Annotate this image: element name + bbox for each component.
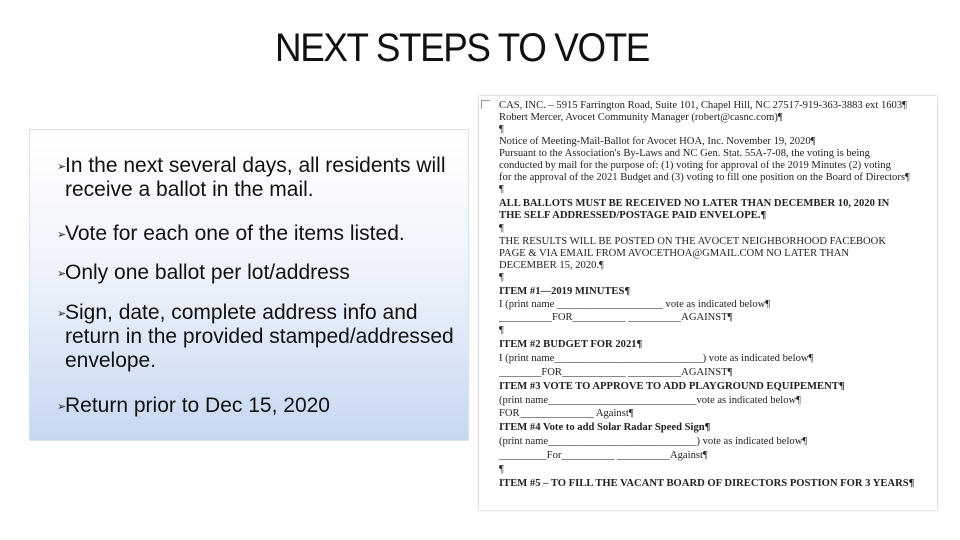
doc-line: (print name____________________________) vote as indicated below¶ bbox=[499, 436, 808, 447]
bullet-panel bbox=[30, 130, 468, 440]
arrow-bullet-icon: ➢ bbox=[57, 401, 67, 413]
doc-line: Pursuant to the Association's By-Laws and NC Gen. Stat. 55A-7-08, the voting is being bbox=[499, 148, 870, 159]
doc-line: Robert Mercer, Avocet Community Manager (robert@casnc.com)¶ bbox=[499, 112, 783, 123]
bullet-text: Return prior to Dec 15, 2020 bbox=[65, 394, 330, 417]
doc-line: ITEM #1—2019 MINUTES¶ bbox=[499, 286, 631, 297]
doc-line: ALL BALLOTS MUST BE RECEIVED NO LATER THAN DECEMBER 10, 2020 IN bbox=[499, 198, 890, 209]
doc-line: _________For__________ __________Against¶ bbox=[499, 450, 708, 461]
doc-line: (print name____________________________vote as indicated below¶ bbox=[499, 395, 801, 406]
doc-line: ITEM #4 Vote to add Solar Radar Speed Sign¶ bbox=[499, 422, 711, 433]
doc-line: PAGE & VIA EMAIL FROM AVOCETHOA@GMAIL.COM NO LATER THAN bbox=[499, 248, 850, 259]
doc-line: I (print name ____________________ vote as indicated below¶ bbox=[499, 299, 771, 310]
doc-line: ¶ bbox=[499, 272, 504, 283]
arrow-bullet-icon: ➢ bbox=[57, 229, 67, 241]
doc-line: Notice of Meeting-Mail-Ballot for Avocet HOA, Inc. November 19, 2020¶ bbox=[499, 136, 816, 147]
doc-line: ITEM #5 – TO FILL THE VACANT BOARD OF DIRECTORS POSTION FOR 3 YEARS¶ bbox=[499, 478, 915, 489]
bullet-text: In the next several days, all residents will receive a ballot in the mail. bbox=[65, 154, 446, 201]
doc-line: __________FOR__________ __________AGAINST¶ bbox=[499, 312, 733, 323]
arrow-bullet-icon: ➢ bbox=[57, 268, 67, 280]
slide-title: NEXT STEPS TO VOTE bbox=[275, 26, 649, 70]
doc-line: CAS, INC. – 5915 Farrington Road, Suite 101, Chapel Hill, NC 27517-919-363-3883 ext 1603¶ bbox=[499, 100, 907, 111]
arrow-bullet-icon: ➢ bbox=[57, 308, 67, 320]
arrow-bullet-icon: ➢ bbox=[57, 161, 67, 173]
doc-line: ITEM #3 VOTE TO APPROVE TO ADD PLAYGROUND EQUIPEMENT¶ bbox=[499, 381, 845, 392]
doc-line: THE SELF ADDRESSED/POSTAGE PAID ENVELOPE.¶ bbox=[499, 210, 767, 221]
doc-line: DECEMBER 15, 2020.¶ bbox=[499, 260, 604, 271]
doc-line: ¶ bbox=[499, 184, 504, 195]
doc-line: THE RESULTS WILL BE POSTED ON THE AVOCET NEIGHBORHOOD FACEBOOK bbox=[499, 236, 886, 247]
doc-line: FOR______________ Against¶ bbox=[499, 408, 634, 419]
doc-line: ¶ bbox=[499, 325, 504, 336]
bullet-text: Only one ballot per lot/address bbox=[65, 261, 350, 284]
doc-line: ¶ bbox=[499, 124, 504, 135]
doc-line: ¶ bbox=[499, 223, 504, 234]
doc-line: ________FOR____________ __________AGAINST¶ bbox=[499, 367, 733, 378]
bullet-text: Vote for each one of the items listed. bbox=[65, 222, 405, 245]
doc-line: I (print name____________________________) vote as indicated below¶ bbox=[499, 353, 814, 364]
paragraph-tab-icon bbox=[481, 100, 490, 109]
doc-line: ITEM #2 BUDGET FOR 2021¶ bbox=[499, 339, 643, 350]
ballot-document-image bbox=[479, 96, 937, 510]
doc-line: for the approval of the 2021 Budget and (3) voting to fill one position on the Board of Directors¶ bbox=[499, 172, 910, 183]
doc-line: ¶ bbox=[499, 464, 504, 475]
doc-line: conducted by mail for the purpose of: (1) voting for approval of the 2019 Minutes (2) voting bbox=[499, 160, 891, 171]
bullet-text: Sign, date, complete address info and return in the provided stamped/addressed envelope. bbox=[65, 301, 454, 372]
